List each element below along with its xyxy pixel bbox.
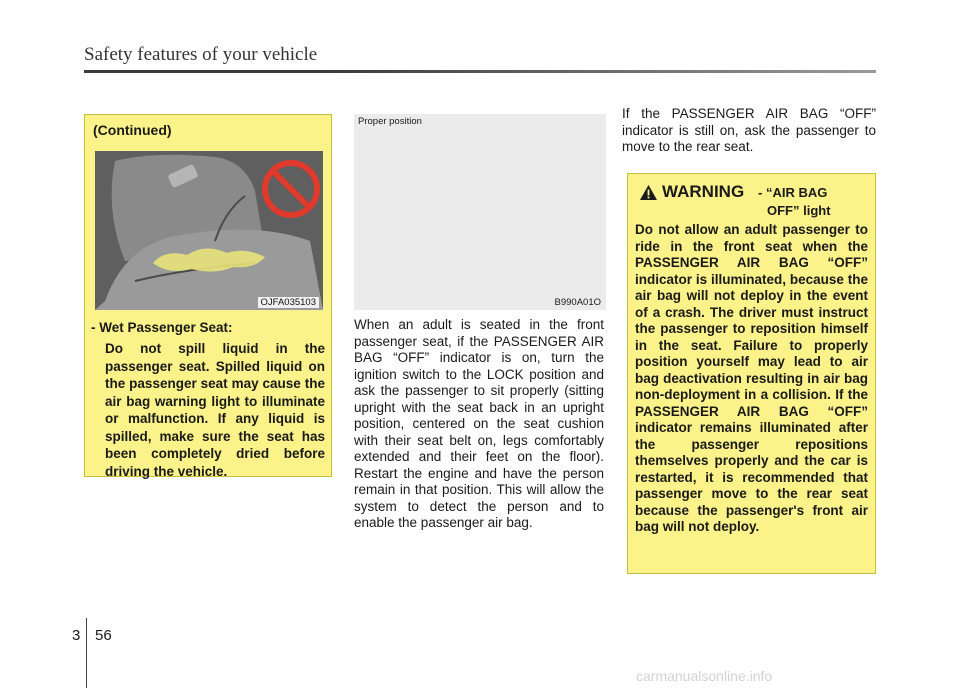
page-number-divider bbox=[86, 618, 87, 688]
watermark: carmanualsonline.info bbox=[636, 668, 773, 684]
seat-illustration bbox=[95, 151, 323, 310]
warning-box bbox=[627, 173, 876, 574]
warning-subtitle-2: OFF” light bbox=[767, 203, 831, 218]
proper-position-photo bbox=[354, 114, 606, 310]
middle-paragraph: When an adult is seated in the front passenger seat, if the PASSENGER AIR BAG “OFF” indicator is on, turn the ignition switch to the LOCK position and ask the passenger to sit properly (sitting upright with the seat back in an upright position, centered on the seat cushion with their seat belt on, legs comfortably extended and their feet on the floor). Restart the engine and have the person remain in that position. This will allow the system to detect the person and to enable the passenger air bag. bbox=[354, 317, 604, 530]
caution-box bbox=[84, 114, 332, 477]
wet-seat-body: Do not spill liquid in the passenger seat. Spilled liquid on the passenger seat may cause the air bag warning light to illuminate or malfunction. If any liquid is spilled, make sure the seat has been completely dried before driving the vehicle. bbox=[105, 341, 325, 479]
warning-triangle-icon bbox=[640, 185, 657, 200]
header-rule bbox=[84, 70, 876, 73]
wet-seat-title: - Wet Passenger Seat: bbox=[91, 320, 233, 335]
page-number: 56 bbox=[95, 627, 112, 644]
chapter-number: 3 bbox=[72, 627, 81, 644]
caution-heading: (Continued) bbox=[93, 122, 172, 138]
photo-code: B990A01O bbox=[554, 297, 601, 308]
page-header-title: Safety features of your vehicle bbox=[84, 44, 318, 65]
warning-word: WARNING bbox=[662, 182, 745, 201]
warning-subtitle-1: - “AIR BAG bbox=[758, 185, 828, 200]
right-paragraph: If the PASSENGER AIR BAG “OFF” indicator is still on, ask the passenger to move to the rear seat. bbox=[622, 106, 876, 154]
photo-label: Proper position bbox=[358, 116, 422, 127]
wet-seat-figure bbox=[95, 151, 323, 310]
figure-code: OJFA035103 bbox=[258, 297, 319, 308]
warning-body: Do not allow an adult passenger to ride in the front seat when the PASSENGER AIR BAG “OFF” indicator is illuminated, because the air bag will not deploy in the event of a crash. The driver must instruct the passenger to reposition himself in the seat. Failure to properly position yourself may lead to air bag deactivation resulting in air bag non-deployment in a collision. If the PASSENGER AIR BAG “OFF” indicator remains illuminated after the passenger repositions themselves properly and the car is restarted, it is recommended that passenger move to the rear seat because the passenger's front air bag will not deploy. bbox=[635, 222, 868, 534]
